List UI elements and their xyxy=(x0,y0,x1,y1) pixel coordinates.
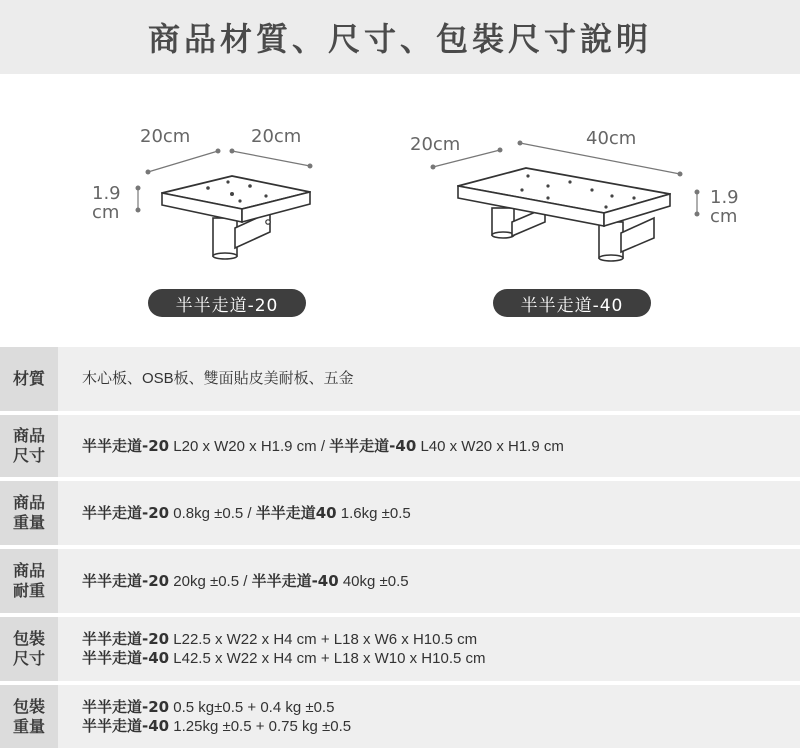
page-title: 商品材質、尺寸、包裝尺寸說明 xyxy=(147,20,652,58)
product-40-depth-label: 20cm xyxy=(410,134,461,155)
spec-label: 商品 耐重 xyxy=(0,549,58,613)
spec-label: 材質 xyxy=(0,347,58,411)
spec-row-package-size xyxy=(0,617,800,681)
spec-value: 半半走道-20 20kg ±0.5 / 半半走道-40 40kg ±0.5 xyxy=(82,571,409,590)
product-20-depth-label: 20cm xyxy=(251,126,302,147)
spec-row-product-size xyxy=(0,415,800,477)
spec-row-load-capacity xyxy=(0,549,800,613)
product-drawings xyxy=(0,74,800,346)
spec-label: 包裝 尺寸 xyxy=(0,617,58,681)
product-40-width-label: 40cm xyxy=(586,128,637,149)
product-20-height-value: 1.9 xyxy=(92,183,121,204)
product-20-name-badge: 半半走道-20 xyxy=(148,289,306,317)
spec-label: 商品 尺寸 xyxy=(0,415,58,477)
spec-label: 商品 重量 xyxy=(0,481,58,545)
product-40-drawing xyxy=(431,141,700,262)
spec-row-material xyxy=(0,347,800,411)
spec-value: 半半走道-20 L20 x W20 x H1.9 cm / 半半走道-40 L40 x W20 x H1.9 cm xyxy=(82,436,564,455)
spec-value: 木心板、OSB板、雙面貼皮美耐板、五金 xyxy=(82,370,354,387)
spec-label: 包裝 重量 xyxy=(0,685,58,748)
spec-value: 半半走道-20 0.8kg ±0.5 / 半半走道40 1.6kg ±0.5 xyxy=(82,503,411,522)
spec-value: 半半走道-20 0.5 kg±0.5 + 0.4 kg ±0.5 半半走道-40 1.25kg ±0.5 + 0.75 kg ±0.5 xyxy=(82,697,352,735)
page-header xyxy=(0,0,800,74)
product-20-height-unit: cm xyxy=(92,202,120,223)
product-20-drawing xyxy=(136,149,313,260)
product-40-name-badge: 半半走道-40 xyxy=(493,289,651,317)
product-40-height-value: 1.9 xyxy=(710,187,739,208)
product-figures xyxy=(0,74,800,346)
spec-row-product-weight xyxy=(0,481,800,545)
spec-value: 半半走道-20 L22.5 x W22 x H4 cm + L18 x W6 x H10.5 cm 半半走道-40 L42.5 x W22 x H4 cm + L18 x W10 x H10.5 cm xyxy=(82,630,486,667)
spec-row-package-weight xyxy=(0,685,800,748)
product-20-width-label: 20cm xyxy=(140,126,191,147)
product-40-height-unit: cm xyxy=(710,206,738,227)
